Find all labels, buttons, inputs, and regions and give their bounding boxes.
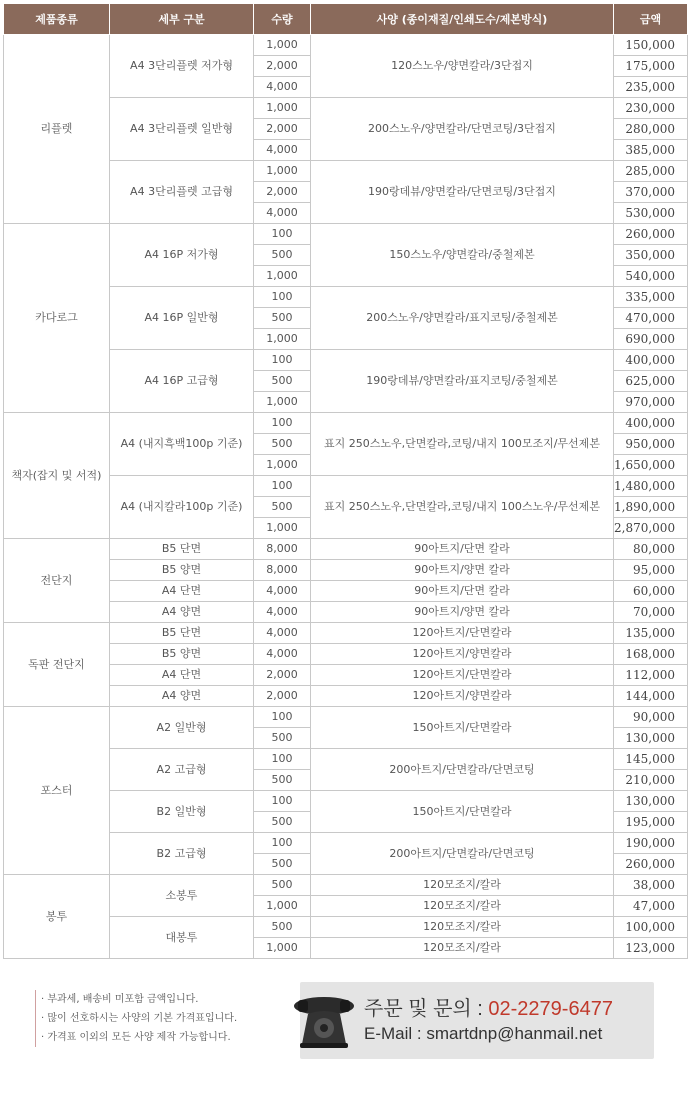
email-address[interactable]: smartdnp@hanmail.net: [426, 1024, 603, 1043]
order-inquiry-line: [364, 992, 613, 1021]
spec-cell: 120아트지/단면칼라: [311, 623, 614, 644]
sub-type-cell: A2 고급형: [110, 749, 254, 791]
spec-cell: 190랑데뷰/양면칼라/표지코팅/중철제본: [311, 350, 614, 413]
price-cell: 60,000: [614, 581, 688, 602]
price-cell: 285,000: [614, 161, 688, 182]
price-cell: 175,000: [614, 56, 688, 77]
header-product-type: 제품종류: [4, 4, 110, 35]
quantity-cell: 4,000: [254, 203, 311, 224]
price-cell: 123,000: [614, 938, 688, 959]
price-cell: 235,000: [614, 77, 688, 98]
price-cell: 144,000: [614, 686, 688, 707]
quantity-cell: 100: [254, 287, 311, 308]
spec-cell: 120아트지/단면칼라: [311, 665, 614, 686]
quantity-cell: 100: [254, 413, 311, 434]
price-cell: 690,000: [614, 329, 688, 350]
quantity-cell: 1,000: [254, 266, 311, 287]
header-spec: 사양 (종이재질/인쇄도수/제본방식): [311, 4, 614, 35]
price-cell: 168,000: [614, 644, 688, 665]
quantity-cell: 500: [254, 875, 311, 896]
price-cell: 950,000: [614, 434, 688, 455]
price-cell: 47,000: [614, 896, 688, 917]
sub-type-cell: B5 양면: [110, 560, 254, 581]
sub-type-cell: B2 일반형: [110, 791, 254, 833]
quantity-cell: 1,000: [254, 938, 311, 959]
spec-cell: 90아트지/양면 칼라: [311, 560, 614, 581]
table-row: [4, 623, 688, 644]
sub-type-cell: A4 3단리플렛 고급형: [110, 161, 254, 224]
sub-type-cell: B5 양면: [110, 644, 254, 665]
quantity-cell: 100: [254, 707, 311, 728]
price-cell: 260,000: [614, 854, 688, 875]
spec-cell: 표지 250스노우,단면칼라,코팅/내지 100스노우/무선제본: [311, 476, 614, 539]
spec-cell: 200스노우/양면칼라/표지코팅/중철제본: [311, 287, 614, 350]
price-cell: 150,000: [614, 35, 688, 56]
product-type-cell: 독판 전단지: [4, 623, 110, 707]
price-cell: 95,000: [614, 560, 688, 581]
price-cell: 540,000: [614, 266, 688, 287]
product-type-cell: 전단지: [4, 539, 110, 623]
header-price: 금액: [614, 4, 688, 35]
price-cell: 135,000: [614, 623, 688, 644]
spec-cell: 150스노우/양면칼라/중철제본: [311, 224, 614, 287]
spec-cell: 90아트지/단면 칼라: [311, 539, 614, 560]
quantity-cell: 1,000: [254, 896, 311, 917]
note-item: · 부과세, 배송비 미포함 금액입니다.: [41, 994, 199, 1005]
price-cell: 370,000: [614, 182, 688, 203]
product-type-cell: 봉투: [4, 875, 110, 959]
order-label: 주문 및 문의 :: [364, 998, 489, 1020]
quantity-cell: 100: [254, 224, 311, 245]
quantity-cell: 500: [254, 917, 311, 938]
quantity-cell: 1,000: [254, 35, 311, 56]
table-row: [4, 413, 688, 434]
spec-cell: 200스노우/양면칼라/단면코팅/3단접지: [311, 98, 614, 161]
price-cell: 385,000: [614, 140, 688, 161]
price-cell: 970,000: [614, 392, 688, 413]
price-cell: 145,000: [614, 749, 688, 770]
table-body: [4, 35, 688, 959]
product-type-cell: 리플렛: [4, 35, 110, 224]
spec-cell: 120스노우/양면칼라/3단접지: [311, 35, 614, 98]
email-line: [364, 1024, 602, 1044]
sub-type-cell: A4 16P 일반형: [110, 287, 254, 350]
price-cell: 470,000: [614, 308, 688, 329]
quantity-cell: 500: [254, 728, 311, 749]
header-sub-type: 세부 구분: [110, 4, 254, 35]
quantity-cell: 4,000: [254, 581, 311, 602]
price-cell: 2,870,000: [614, 518, 688, 539]
quantity-cell: 4,000: [254, 140, 311, 161]
price-cell: 38,000: [614, 875, 688, 896]
quantity-cell: 100: [254, 350, 311, 371]
telephone-icon: [288, 994, 360, 1054]
spec-cell: 190랑데뷰/양면칼라/단면코팅/3단접지: [311, 161, 614, 224]
table-header-row: [4, 4, 688, 35]
quantity-cell: 500: [254, 497, 311, 518]
header-quantity: 수량: [254, 4, 311, 35]
table-row: [4, 875, 688, 896]
quantity-cell: 500: [254, 434, 311, 455]
spec-cell: 120모조지/칼라: [311, 917, 614, 938]
sub-type-cell: A4 16P 고급형: [110, 350, 254, 413]
quantity-cell: 4,000: [254, 602, 311, 623]
sub-type-cell: B5 단면: [110, 623, 254, 644]
quantity-cell: 8,000: [254, 560, 311, 581]
spec-cell: 150아트지/단면칼라: [311, 791, 614, 833]
price-cell: 230,000: [614, 98, 688, 119]
table-row: [4, 707, 688, 728]
sub-type-cell: A4 단면: [110, 665, 254, 686]
quantity-cell: 1,000: [254, 161, 311, 182]
price-cell: 335,000: [614, 287, 688, 308]
quantity-cell: 2,000: [254, 182, 311, 203]
table-row: [4, 224, 688, 245]
price-cell: 100,000: [614, 917, 688, 938]
spec-cell: 표지 250스노우,단면칼라,코팅/내지 100모조지/무선제본: [311, 413, 614, 476]
contact-box: [300, 982, 654, 1059]
sub-type-cell: A4 양면: [110, 602, 254, 623]
quantity-cell: 4,000: [254, 77, 311, 98]
spec-cell: 200아트지/단면칼라/단면코팅: [311, 749, 614, 791]
price-cell: 210,000: [614, 770, 688, 791]
sub-type-cell: A4 3단리플렛 일반형: [110, 98, 254, 161]
price-cell: 530,000: [614, 203, 688, 224]
quantity-cell: 500: [254, 770, 311, 791]
sub-type-cell: A2 일반형: [110, 707, 254, 749]
quantity-cell: 100: [254, 476, 311, 497]
sub-type-cell: A4 (내지흑백100p 기준): [110, 413, 254, 476]
note-item: · 가격표 이외의 모든 사양 제작 가능합니다.: [41, 1032, 231, 1043]
quantity-cell: 1,000: [254, 329, 311, 350]
sub-type-cell: A4 양면: [110, 686, 254, 707]
price-cell: 1,650,000: [614, 455, 688, 476]
quantity-cell: 500: [254, 308, 311, 329]
spec-cell: 120아트지/양면칼라: [311, 686, 614, 707]
product-type-cell: 포스터: [4, 707, 110, 875]
price-cell: 1,480,000: [614, 476, 688, 497]
price-cell: 1,890,000: [614, 497, 688, 518]
price-cell: 350,000: [614, 245, 688, 266]
sub-type-cell: A4 단면: [110, 581, 254, 602]
price-cell: 280,000: [614, 119, 688, 140]
product-type-cell: 카다로그: [4, 224, 110, 413]
quantity-cell: 1,000: [254, 98, 311, 119]
price-cell: 195,000: [614, 812, 688, 833]
email-label: E-Mail :: [364, 1024, 427, 1043]
quantity-cell: 1,000: [254, 518, 311, 539]
price-cell: 112,000: [614, 665, 688, 686]
quantity-cell: 2,000: [254, 665, 311, 686]
price-cell: 90,000: [614, 707, 688, 728]
quantity-cell: 100: [254, 749, 311, 770]
spec-cell: 120모조지/칼라: [311, 875, 614, 896]
sub-type-cell: A4 16P 저가형: [110, 224, 254, 287]
quantity-cell: 2,000: [254, 119, 311, 140]
quantity-cell: 500: [254, 854, 311, 875]
price-cell: 130,000: [614, 728, 688, 749]
sub-type-cell: 소봉투: [110, 875, 254, 917]
price-cell: 625,000: [614, 371, 688, 392]
sub-type-cell: B5 단면: [110, 539, 254, 560]
price-cell: 130,000: [614, 791, 688, 812]
spec-cell: 200아트지/단면칼라/단면코팅: [311, 833, 614, 875]
quantity-cell: 2,000: [254, 686, 311, 707]
note-item: · 많이 선호하시는 사양의 기본 가격표입니다.: [41, 1013, 238, 1024]
sub-type-cell: B2 고급형: [110, 833, 254, 875]
spec-cell: 120모조지/칼라: [311, 896, 614, 917]
quantity-cell: 500: [254, 812, 311, 833]
price-cell: 400,000: [614, 350, 688, 371]
quantity-cell: 4,000: [254, 644, 311, 665]
price-cell: 70,000: [614, 602, 688, 623]
quantity-cell: 1,000: [254, 455, 311, 476]
table-row: [4, 539, 688, 560]
spec-cell: 120모조지/칼라: [311, 938, 614, 959]
price-cell: 260,000: [614, 224, 688, 245]
price-table: [3, 3, 688, 959]
quantity-cell: 100: [254, 791, 311, 812]
quantity-cell: 4,000: [254, 623, 311, 644]
quantity-cell: 1,000: [254, 392, 311, 413]
phone-number[interactable]: 02-2279-6477: [488, 998, 613, 1020]
quantity-cell: 8,000: [254, 539, 311, 560]
price-cell: 400,000: [614, 413, 688, 434]
notes-list: [35, 990, 291, 1047]
sub-type-cell: A4 3단리플렛 저가형: [110, 35, 254, 98]
quantity-cell: 500: [254, 371, 311, 392]
quantity-cell: 500: [254, 245, 311, 266]
price-cell: 80,000: [614, 539, 688, 560]
spec-cell: 90아트지/양면 칼라: [311, 602, 614, 623]
sub-type-cell: 대봉투: [110, 917, 254, 959]
product-type-cell: 책자(잡지 및 서적): [4, 413, 110, 539]
spec-cell: 120아트지/양면칼라: [311, 644, 614, 665]
spec-cell: 150아트지/단면칼라: [311, 707, 614, 749]
spec-cell: 90아트지/단면 칼라: [311, 581, 614, 602]
sub-type-cell: A4 (내지칼라100p 기준): [110, 476, 254, 539]
table-row: [4, 35, 688, 56]
quantity-cell: 100: [254, 833, 311, 854]
quantity-cell: 2,000: [254, 56, 311, 77]
price-cell: 190,000: [614, 833, 688, 854]
